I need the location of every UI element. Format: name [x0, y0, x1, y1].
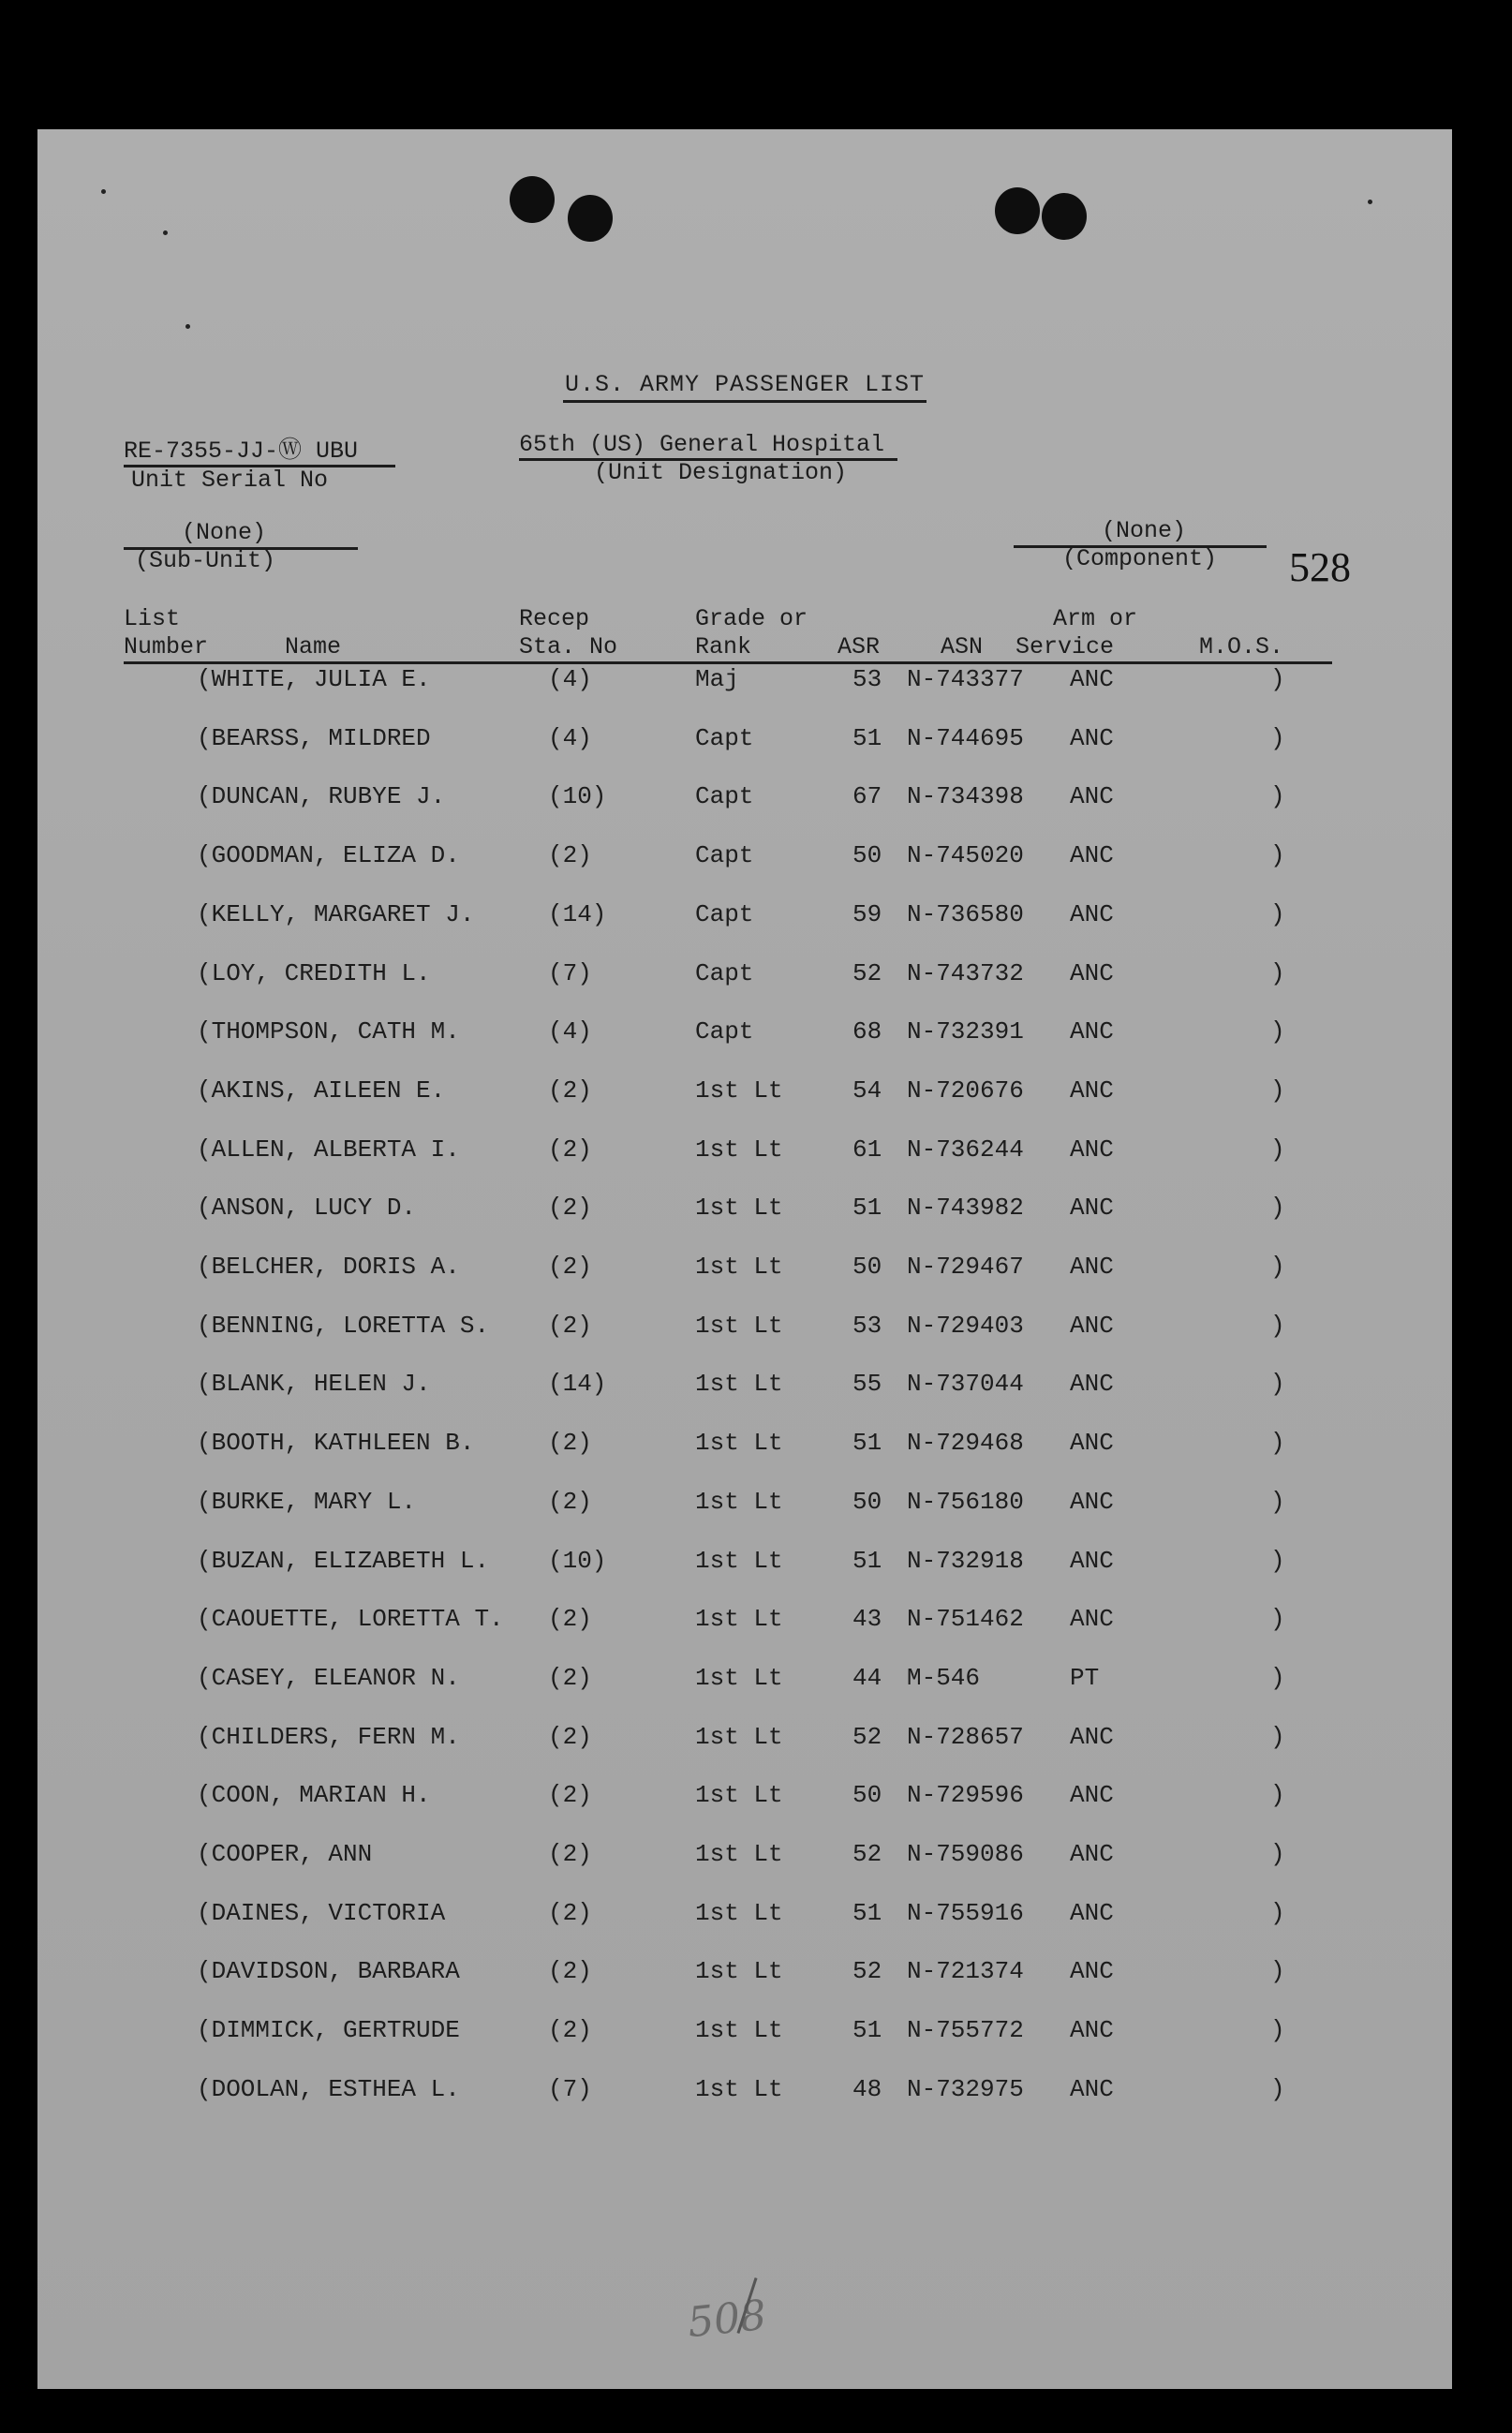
table-row	[37, 1840, 1452, 1877]
cell-asr: 52	[852, 1840, 882, 1868]
col-header-asr: ASR	[838, 633, 881, 660]
cell-recep: (4)	[548, 723, 592, 752]
cell-asr: 67	[852, 782, 882, 811]
cell-arm: ANC	[1070, 1253, 1114, 1281]
cell-grade: 1st Lt	[695, 1840, 783, 1868]
cell-mos: )	[1270, 1487, 1285, 1516]
cell-name: (THOMPSON, CATH M.	[197, 1017, 460, 1046]
table-row	[37, 1664, 1452, 1701]
cell-asn: N-755772	[907, 2016, 1024, 2045]
sub-unit-label: (Sub-Unit)	[135, 547, 276, 574]
cell-mos: )	[1270, 782, 1285, 811]
cell-asn: N-729403	[907, 1311, 1024, 1340]
cell-recep: (2)	[548, 1957, 592, 1986]
cell-grade: 1st Lt	[695, 1370, 783, 1399]
cell-recep: (10)	[548, 1546, 607, 1575]
component-label: (Component)	[1062, 545, 1218, 572]
cell-grade: Capt	[695, 958, 754, 987]
cell-mos: )	[1270, 723, 1285, 752]
table-row	[37, 959, 1452, 997]
cell-arm: ANC	[1070, 1194, 1114, 1223]
document-page	[37, 129, 1452, 2389]
cell-mos: )	[1270, 2074, 1285, 2103]
cell-arm: ANC	[1070, 665, 1114, 693]
cell-grade: 1st Lt	[695, 1194, 783, 1223]
cell-asn: M-546	[907, 1663, 981, 1692]
cell-name: (LOY, CREDITH L.	[197, 958, 431, 987]
paper-speck	[185, 324, 190, 329]
unit-serial-label: Unit Serial No	[131, 467, 329, 494]
cell-grade: Capt	[695, 782, 754, 811]
cell-asr: 59	[852, 899, 882, 928]
cell-name: (BENNING, LORETTA S.	[197, 1311, 490, 1340]
cell-arm: ANC	[1070, 1722, 1114, 1751]
table-row	[37, 1194, 1452, 1231]
cell-mos: )	[1270, 899, 1285, 928]
cell-grade: 1st Lt	[695, 1487, 783, 1516]
sub-unit-value: (None)	[182, 519, 267, 546]
cell-asn: N-744695	[907, 723, 1024, 752]
cell-name: (GOODMAN, ELIZA D.	[197, 841, 460, 870]
cell-arm: ANC	[1070, 899, 1114, 928]
cell-name: (AKINS, AILEEN E.	[197, 1076, 446, 1105]
cell-asr: 48	[852, 2074, 882, 2103]
cell-mos: )	[1270, 1546, 1285, 1575]
col-header-list-number: List Number	[124, 605, 209, 660]
cell-asn: N-737044	[907, 1370, 1024, 1399]
cell-name: (BOOTH, KATHLEEN B.	[197, 1429, 475, 1458]
cell-asn: N-743377	[907, 665, 1024, 693]
col-header-arm: Arm or Service	[1015, 605, 1138, 660]
cell-arm: ANC	[1070, 1898, 1114, 1927]
cell-asn: N-734398	[907, 782, 1024, 811]
cell-recep: (2)	[548, 1663, 592, 1692]
cell-grade: Capt	[695, 1017, 754, 1046]
cell-asn: N-732391	[907, 1017, 1024, 1046]
cell-asr: 44	[852, 1663, 882, 1692]
cell-grade: 1st Lt	[695, 1311, 783, 1340]
cell-mos: )	[1270, 1370, 1285, 1399]
cell-recep: (14)	[548, 899, 607, 928]
cell-arm: ANC	[1070, 782, 1114, 811]
table-row	[37, 1547, 1452, 1584]
cell-name: (CHILDERS, FERN M.	[197, 1722, 460, 1751]
cell-recep: (2)	[548, 1898, 592, 1927]
cell-recep: (2)	[548, 1429, 592, 1458]
table-row	[37, 1135, 1452, 1173]
cell-arm: ANC	[1070, 1370, 1114, 1399]
cell-recep: (2)	[548, 1253, 592, 1281]
cell-name: (BUZAN, ELIZABETH L.	[197, 1546, 490, 1575]
cell-asr: 52	[852, 1722, 882, 1751]
cell-recep: (2)	[548, 1311, 592, 1340]
col-header-name: Name	[285, 633, 342, 660]
cell-asr: 51	[852, 1546, 882, 1575]
table-row	[37, 1488, 1452, 1525]
cell-asn: N-736244	[907, 1135, 1024, 1164]
cell-arm: ANC	[1070, 1487, 1114, 1516]
cell-grade: 1st Lt	[695, 1076, 783, 1105]
table-row	[37, 2075, 1452, 2113]
cell-mos: )	[1270, 1017, 1285, 1046]
component-value: (None)	[1102, 517, 1187, 544]
cell-asr: 50	[852, 1781, 882, 1810]
cell-asr: 50	[852, 841, 882, 870]
cell-recep: (2)	[548, 1194, 592, 1223]
table-row	[37, 841, 1452, 879]
unit-serial-value: RE-7355-JJ-Ⓦ UBU	[124, 431, 395, 467]
cell-mos: )	[1270, 958, 1285, 987]
paper-speck	[163, 230, 168, 235]
cell-mos: )	[1270, 1076, 1285, 1105]
cell-asr: 61	[852, 1135, 882, 1164]
cell-arm: ANC	[1070, 1605, 1114, 1634]
cell-asn: N-721374	[907, 1957, 1024, 1986]
cell-asr: 43	[852, 1605, 882, 1634]
cell-asr: 68	[852, 1017, 882, 1046]
cell-mos: )	[1270, 1253, 1285, 1281]
cell-grade: 1st Lt	[695, 1605, 783, 1634]
cell-mos: )	[1270, 1429, 1285, 1458]
header-rule	[124, 661, 1332, 664]
cell-asr: 51	[852, 2016, 882, 2045]
cell-recep: (2)	[548, 841, 592, 870]
cell-mos: )	[1270, 1194, 1285, 1223]
cell-name: (KELLY, MARGARET J.	[197, 899, 475, 928]
cell-arm: ANC	[1070, 1840, 1114, 1868]
table-row	[37, 1605, 1452, 1642]
col-header-asn: ASN	[941, 633, 984, 660]
cell-grade: Capt	[695, 841, 754, 870]
table-row	[37, 665, 1452, 703]
cell-asr: 55	[852, 1370, 882, 1399]
cell-asr: 51	[852, 1194, 882, 1223]
cell-name: (COON, MARIAN H.	[197, 1781, 431, 1810]
punch-hole	[568, 195, 613, 242]
table-row	[37, 782, 1452, 820]
cell-name: (CAOUETTE, LORETTA T.	[197, 1605, 504, 1634]
cell-recep: (2)	[548, 1840, 592, 1868]
cell-recep: (2)	[548, 1076, 592, 1105]
cell-asn: N-743982	[907, 1194, 1024, 1223]
cell-recep: (2)	[548, 1605, 592, 1634]
cell-grade: Capt	[695, 899, 754, 928]
table-row	[37, 1957, 1452, 1995]
unit-designation-label: (Unit Designation)	[594, 459, 848, 486]
cell-asr: 54	[852, 1076, 882, 1105]
cell-grade: 1st Lt	[695, 1781, 783, 1810]
handwritten-note: 508	[685, 2291, 769, 2348]
cell-asn: N-759086	[907, 1840, 1024, 1868]
cell-mos: )	[1270, 1605, 1285, 1634]
cell-recep: (4)	[548, 665, 592, 693]
cell-arm: ANC	[1070, 2016, 1114, 2045]
cell-name: (DOOLAN, ESTHEA L.	[197, 2074, 460, 2103]
cell-name: (BURKE, MARY L.	[197, 1487, 417, 1516]
cell-asn: N-732975	[907, 2074, 1024, 2103]
cell-mos: )	[1270, 1663, 1285, 1692]
cell-recep: (7)	[548, 958, 592, 987]
cell-arm: ANC	[1070, 1957, 1114, 1986]
cell-asn: N-751462	[907, 1605, 1024, 1634]
cell-recep: (2)	[548, 1722, 592, 1751]
cell-asr: 50	[852, 1253, 882, 1281]
cell-mos: )	[1270, 1722, 1285, 1751]
cell-recep: (10)	[548, 782, 607, 811]
cell-asn: N-755916	[907, 1898, 1024, 1927]
cell-mos: )	[1270, 665, 1285, 693]
col-header-grade: Grade or Rank	[695, 605, 808, 660]
table-row	[37, 1017, 1452, 1055]
col-header-mos: M.O.S.	[1199, 633, 1284, 660]
cell-recep: (14)	[548, 1370, 607, 1399]
document-title: U.S. ARMY PASSENGER LIST	[37, 371, 1452, 398]
cell-grade: 1st Lt	[695, 1957, 783, 1986]
cell-grade: 1st Lt	[695, 1898, 783, 1927]
cell-asn: N-729596	[907, 1781, 1024, 1810]
cell-arm: ANC	[1070, 958, 1114, 987]
table-row	[37, 724, 1452, 762]
cell-arm: ANC	[1070, 1546, 1114, 1575]
cell-recep: (2)	[548, 1135, 592, 1164]
table-row	[37, 1723, 1452, 1760]
cell-name: (DUNCAN, RUBYE J.	[197, 782, 446, 811]
cell-grade: 1st Lt	[695, 2016, 783, 2045]
table-row	[37, 2016, 1452, 2054]
table-row	[37, 1253, 1452, 1290]
cell-name: (DAVIDSON, BARBARA	[197, 1957, 460, 1986]
cell-grade: Maj	[695, 665, 739, 693]
cell-asr: 52	[852, 958, 882, 987]
cell-asn: N-732918	[907, 1546, 1024, 1575]
cell-grade: Capt	[695, 723, 754, 752]
cell-arm: ANC	[1070, 723, 1114, 752]
cell-asr: 53	[852, 1311, 882, 1340]
cell-name: (BLANK, HELEN J.	[197, 1370, 431, 1399]
cell-name: (CASEY, ELEANOR N.	[197, 1663, 460, 1692]
cell-arm: ANC	[1070, 1135, 1114, 1164]
cell-mos: )	[1270, 1957, 1285, 1986]
cell-grade: 1st Lt	[695, 1135, 783, 1164]
cell-asn: N-736580	[907, 899, 1024, 928]
cell-mos: )	[1270, 1840, 1285, 1868]
table-row	[37, 1076, 1452, 1114]
cell-mos: )	[1270, 1898, 1285, 1927]
cell-mos: )	[1270, 1135, 1285, 1164]
cell-name: (WHITE, JULIA E.	[197, 665, 431, 693]
cell-mos: )	[1270, 841, 1285, 870]
table-row	[37, 1370, 1452, 1407]
cell-arm: ANC	[1070, 1017, 1114, 1046]
unit-designation-value: 65th (US) General Hospital	[519, 431, 897, 461]
table-row	[37, 1312, 1452, 1349]
cell-recep: (2)	[548, 2016, 592, 2045]
cell-arm: ANC	[1070, 2074, 1114, 2103]
cell-name: (BEARSS, MILDRED	[197, 723, 431, 752]
cell-name: (COOPER, ANN	[197, 1840, 373, 1868]
cell-asr: 51	[852, 1429, 882, 1458]
table-row	[37, 1429, 1452, 1466]
cell-recep: (2)	[548, 1487, 592, 1516]
cell-recep: (2)	[548, 1781, 592, 1810]
cell-asn: N-729468	[907, 1429, 1024, 1458]
cell-arm: ANC	[1070, 1429, 1114, 1458]
cell-asn: N-743732	[907, 958, 1024, 987]
cell-arm: PT	[1070, 1663, 1100, 1692]
cell-recep: (4)	[548, 1017, 592, 1046]
cell-arm: ANC	[1070, 1311, 1114, 1340]
table-row	[37, 1781, 1452, 1818]
cell-asr: 51	[852, 723, 882, 752]
cell-grade: 1st Lt	[695, 1663, 783, 1692]
col-header-recep: Recep Sta. No	[519, 605, 618, 660]
cell-name: (DAINES, VICTORIA	[197, 1898, 446, 1927]
cell-grade: 1st Lt	[695, 1722, 783, 1751]
cell-asn: N-720676	[907, 1076, 1024, 1105]
punch-hole	[1042, 193, 1087, 240]
cell-grade: 1st Lt	[695, 1429, 783, 1458]
cell-arm: ANC	[1070, 1076, 1114, 1105]
cell-asr: 52	[852, 1957, 882, 1986]
cell-asn: N-729467	[907, 1253, 1024, 1281]
cell-arm: ANC	[1070, 841, 1114, 870]
cell-name: (ALLEN, ALBERTA I.	[197, 1135, 460, 1164]
paper-speck	[1368, 200, 1372, 204]
cell-asn: N-756180	[907, 1487, 1024, 1516]
cell-grade: 1st Lt	[695, 1253, 783, 1281]
table-row	[37, 900, 1452, 938]
cell-asr: 53	[852, 665, 882, 693]
table-row	[37, 1899, 1452, 1936]
cell-mos: )	[1270, 2016, 1285, 2045]
cell-grade: 1st Lt	[695, 2074, 783, 2103]
punch-hole	[510, 176, 555, 223]
cell-name: (BELCHER, DORIS A.	[197, 1253, 460, 1281]
cell-mos: )	[1270, 1311, 1285, 1340]
paper-speck	[101, 189, 106, 194]
page-number: 528	[1289, 544, 1351, 590]
cell-grade: 1st Lt	[695, 1546, 783, 1575]
cell-name: (DIMMICK, GERTRUDE	[197, 2016, 460, 2045]
cell-arm: ANC	[1070, 1781, 1114, 1810]
cell-recep: (7)	[548, 2074, 592, 2103]
cell-asn: N-728657	[907, 1722, 1024, 1751]
cell-asr: 51	[852, 1898, 882, 1927]
cell-name: (ANSON, LUCY D.	[197, 1194, 417, 1223]
cell-mos: )	[1270, 1781, 1285, 1810]
cell-asn: N-745020	[907, 841, 1024, 870]
cell-asr: 50	[852, 1487, 882, 1516]
punch-hole	[995, 187, 1040, 234]
